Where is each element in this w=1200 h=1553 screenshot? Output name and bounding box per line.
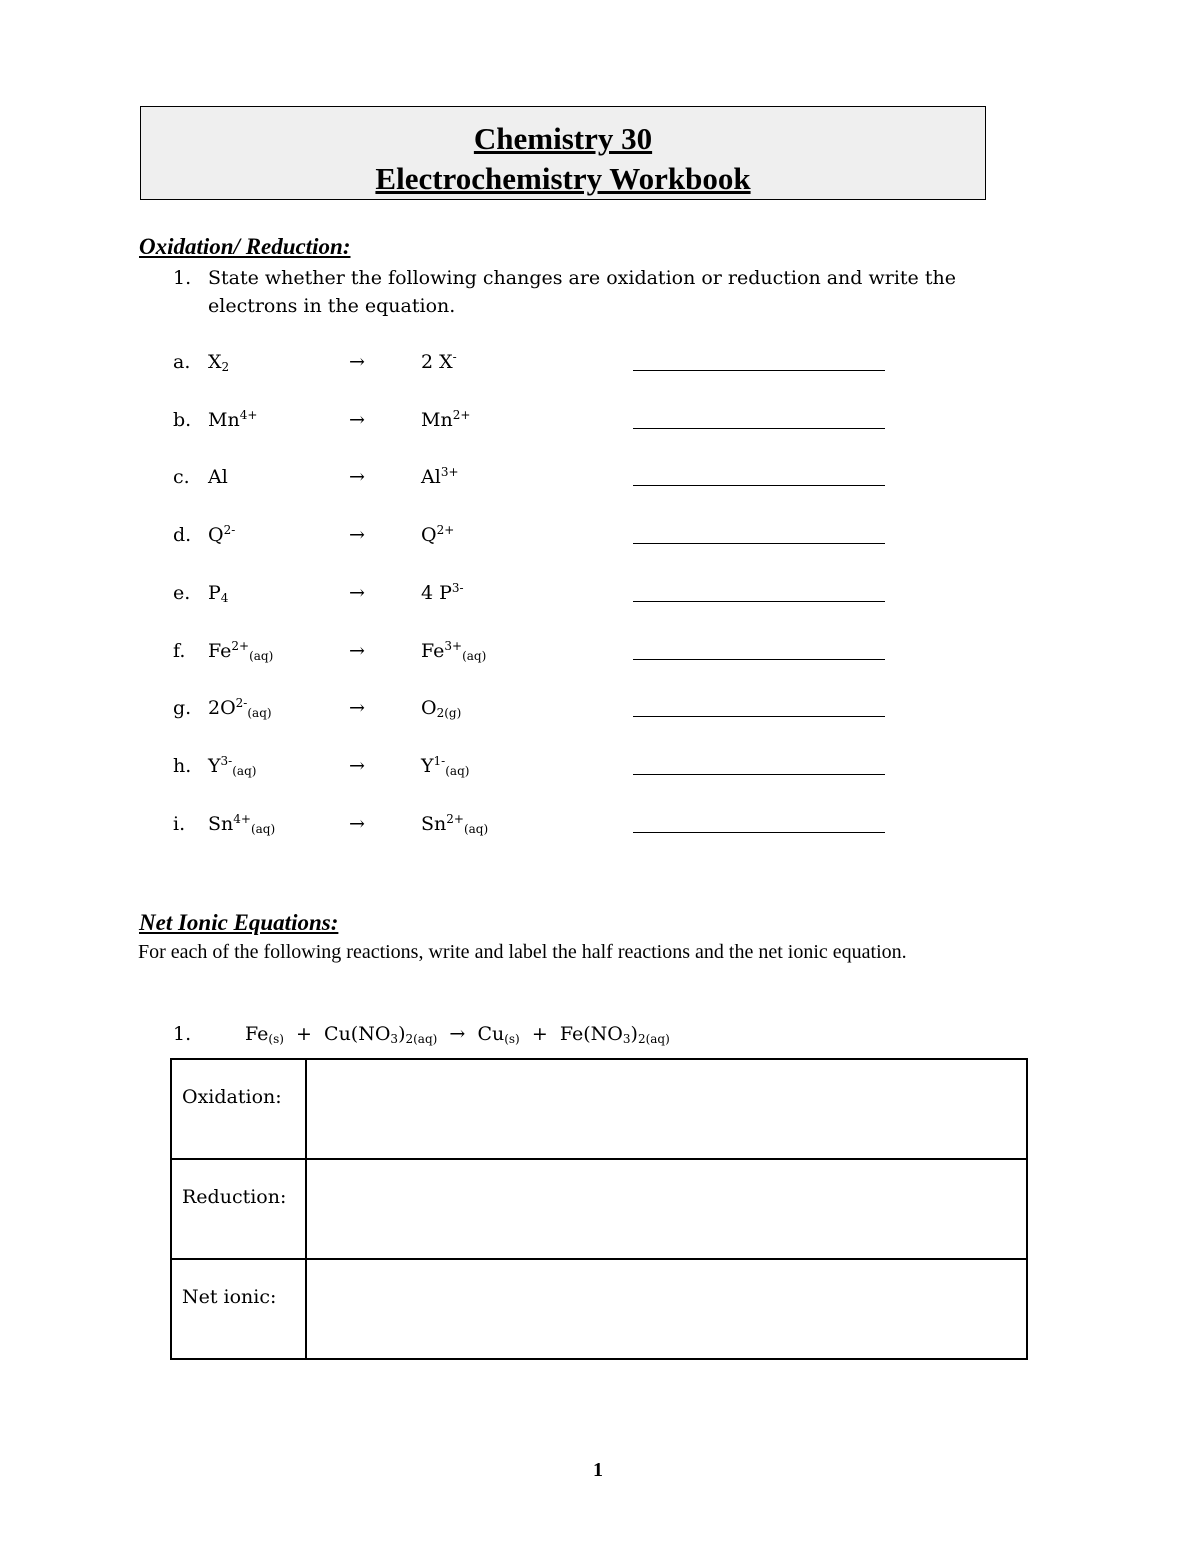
reactant: $Fe^{2+}_{(aq)}$: [208, 639, 274, 663]
equation-number: 1.: [173, 1023, 192, 1045]
title-box: [140, 106, 986, 200]
section-heading-oxidation-reduction: Oxidation/ Reduction:: [139, 234, 351, 259]
reactant: $Y^{3-}_{(aq)}$: [208, 754, 257, 778]
net-ionic-answer-cell[interactable]: [306, 1259, 1027, 1359]
question-text: [208, 264, 1008, 320]
answer-blank[interactable]: [633, 350, 885, 371]
item-letter: c.: [173, 466, 190, 488]
product: $Al^{3+}$: [421, 465, 459, 488]
product: 4 $P^{3-}$: [421, 581, 464, 604]
item-letter: g.: [173, 697, 192, 719]
section-instruction: For each of the following reactions, write and label the half reactions and the net ionic equation.: [138, 941, 907, 963]
product: $Sn^{2+}_{(aq)}$: [421, 812, 489, 836]
page-number: 1: [593, 1459, 603, 1481]
list-item: [173, 408, 933, 434]
oxidation-label: Oxidation:: [171, 1059, 306, 1159]
reaction-equation: [173, 1022, 1073, 1048]
equation-expression: $Fe_{(s)} + Cu(NO_3)_{2(aq)} \to Cu_{(s)} + Fe(NO_3)_{2(aq)}$: [245, 1023, 670, 1046]
reduction-answer-cell[interactable]: [306, 1159, 1027, 1259]
reactant: $Q^{2-}$: [208, 523, 236, 546]
item-letter: i.: [173, 813, 186, 835]
answer-blank[interactable]: [633, 754, 885, 775]
reactant: $Mn^{4+}$: [208, 408, 258, 431]
answer-blank[interactable]: [633, 812, 885, 833]
section-heading-net-ionic: Net Ionic Equations:: [139, 910, 339, 935]
list-item: [173, 581, 933, 607]
answer-blank[interactable]: [633, 465, 885, 486]
item-letter: h.: [173, 755, 192, 777]
product: $Y^{1-}_{(aq)}$: [421, 754, 470, 778]
answer-blank[interactable]: [633, 523, 885, 544]
table-row-reduction: [171, 1159, 1027, 1259]
list-item: [173, 812, 933, 838]
reactant: $Sn^{4+}_{(aq)}$: [208, 812, 276, 836]
reactant: $X_2$: [208, 351, 230, 374]
answer-blank[interactable]: [633, 581, 885, 602]
reactant: $2O^{2-}_{(aq)}$: [208, 696, 272, 720]
item-letter: d.: [173, 524, 192, 546]
title-course: Chemistry 30: [473, 121, 653, 156]
list-item: [173, 639, 933, 665]
list-item: [173, 696, 933, 722]
product: 2 X-: [421, 350, 457, 373]
list-item: [173, 754, 933, 780]
arrow-icon: →: [349, 582, 365, 604]
table-row-net-ionic: [171, 1259, 1027, 1359]
list-item: [173, 523, 933, 549]
answer-blank[interactable]: [633, 696, 885, 717]
arrow-icon: →: [349, 813, 365, 835]
product: $O_{2(g)}$: [421, 697, 462, 720]
half-reaction-table: [170, 1058, 1028, 1360]
arrow-icon: →: [349, 640, 365, 662]
oxidation-answer-cell[interactable]: [306, 1059, 1027, 1159]
item-letter: e.: [173, 582, 191, 604]
item-letter: a.: [173, 351, 191, 373]
question-line-1: State whether the following changes are oxidation or reduction and write the: [208, 267, 956, 289]
answer-blank[interactable]: [633, 639, 885, 660]
arrow-icon: →: [349, 524, 365, 546]
arrow-icon: →: [349, 409, 365, 431]
product: $Fe^{3+}_{(aq)}$: [421, 639, 487, 663]
reactant: $P_4$: [208, 582, 229, 605]
title-workbook: Electrochemistry Workbook: [375, 161, 751, 196]
reactant: Al: [208, 466, 228, 488]
table-row-oxidation: [171, 1059, 1027, 1159]
arrow-icon: →: [349, 351, 365, 373]
arrow-icon: →: [349, 755, 365, 777]
list-item: [173, 465, 933, 491]
product: $Q^{2+}$: [421, 523, 455, 546]
question-line-2: electrons in the equation.: [208, 295, 456, 317]
reduction-label: Reduction:: [171, 1159, 306, 1259]
answer-blank[interactable]: [633, 408, 885, 429]
arrow-icon: →: [349, 466, 365, 488]
item-letter: b.: [173, 409, 192, 431]
product: $Mn^{2+}$: [421, 408, 471, 431]
net-ionic-label: Net ionic:: [171, 1259, 306, 1359]
question-number: 1.: [173, 267, 192, 289]
item-letter: f.: [173, 640, 186, 662]
list-item: [173, 350, 933, 376]
arrow-icon: →: [349, 697, 365, 719]
